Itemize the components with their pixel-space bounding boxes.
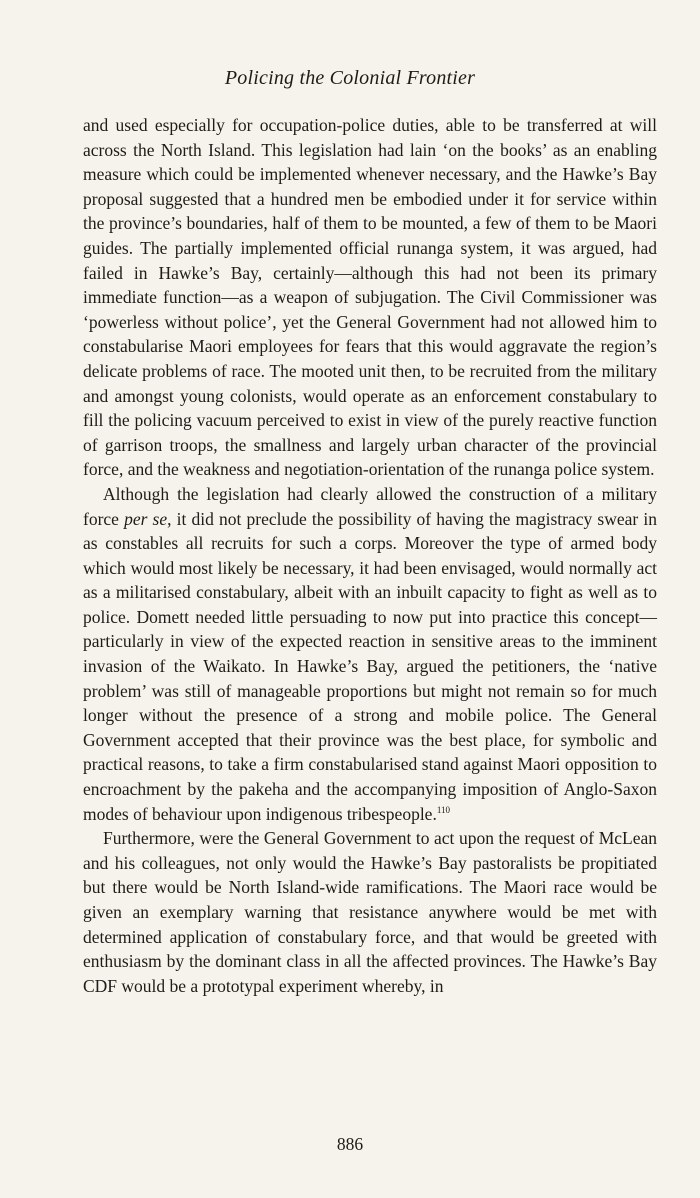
- footnote-reference[interactable]: 110: [436, 804, 450, 815]
- paragraph-text: , it did not preclude the possibility of having the magistracy swear in as constables all recruits for such a corps. Moreover the type of armed body which would most likely be necessary, it had been envisaged, would normally act as a militarised constabulary, albeit with an inbuilt capacity to fight as well as to police. Domett needed little persuading to now put into practice this concept—particularly in view of the expected reaction in sensitive areas to the imminent invasion of the Waikato. In Hawke’s Bay, argued the petitioners, the ‘native problem’ was still of manageable proportions but might not remain so for much longer without the presence of a strong and mobile police. The General Government accepted that their province was the best place, for symbolic and practical reasons, to take a firm constabularised stand against Maori opposition to encroachment by the pakeha and the accompanying imposition of Anglo-Saxon modes of behaviour upon indigenous tribespeople.: [83, 508, 657, 824]
- paragraph: [83, 113, 657, 482]
- page-number: 886: [336, 1134, 364, 1154]
- paragraph: [83, 482, 657, 826]
- paragraph-text: Although the legislation had clearly allowed the construction of a military force: [83, 483, 657, 529]
- body-text: [83, 113, 657, 998]
- italic-term: per se: [124, 508, 168, 529]
- running-head: Policing the Colonial Frontier: [224, 67, 476, 89]
- paragraph-text: Furthermore, were the General Government to act upon the request of McLean and his colleagues, not only would the Hawke’s Bay pastoralists be propitiated but there would be North Island-wide ramifications. The Maori race would be given an exemplary warning that resistance anywhere would be met with determined application of constabulary force, and that would be greeted with enthusiasm by the dominant class in all the affected provinces. The Hawke’s Bay CDF would be a prototypal experiment whereby, in: [83, 828, 657, 996]
- paragraph: [83, 826, 657, 998]
- paragraph-text: and used especially for occupation-police duties, able to be transferred at will across the North Island. This legislation had lain ‘on the books’ as an enabling measure which could be implemented whenever necessary, and the Hawke’s Bay proposal suggested that a hundred men be embodied under it for service within the province’s boundaries, half of them to be mounted, a few of them to be Maori guides. The partially implemented official runanga system, it was argued, had failed in Hawke’s Bay, certainly—although this had not been its primary immediate function—as a weapon of subjugation. The Civil Commissioner was ‘powerless without police’, yet the General Government had not allowed him to constabularise Maori employees for fears that this would aggravate the region’s delicate problems of race. The mooted unit then, to be recruited from the military and amongst young colonists, would operate as an enforcement constabulary to fill the policing vacuum perceived to exist in view of the purely reactive function of garrison troops, the smallness and largely urban character of the provincial force, and the weakness and negotiation-orientation of the runanga police system.: [83, 115, 657, 480]
